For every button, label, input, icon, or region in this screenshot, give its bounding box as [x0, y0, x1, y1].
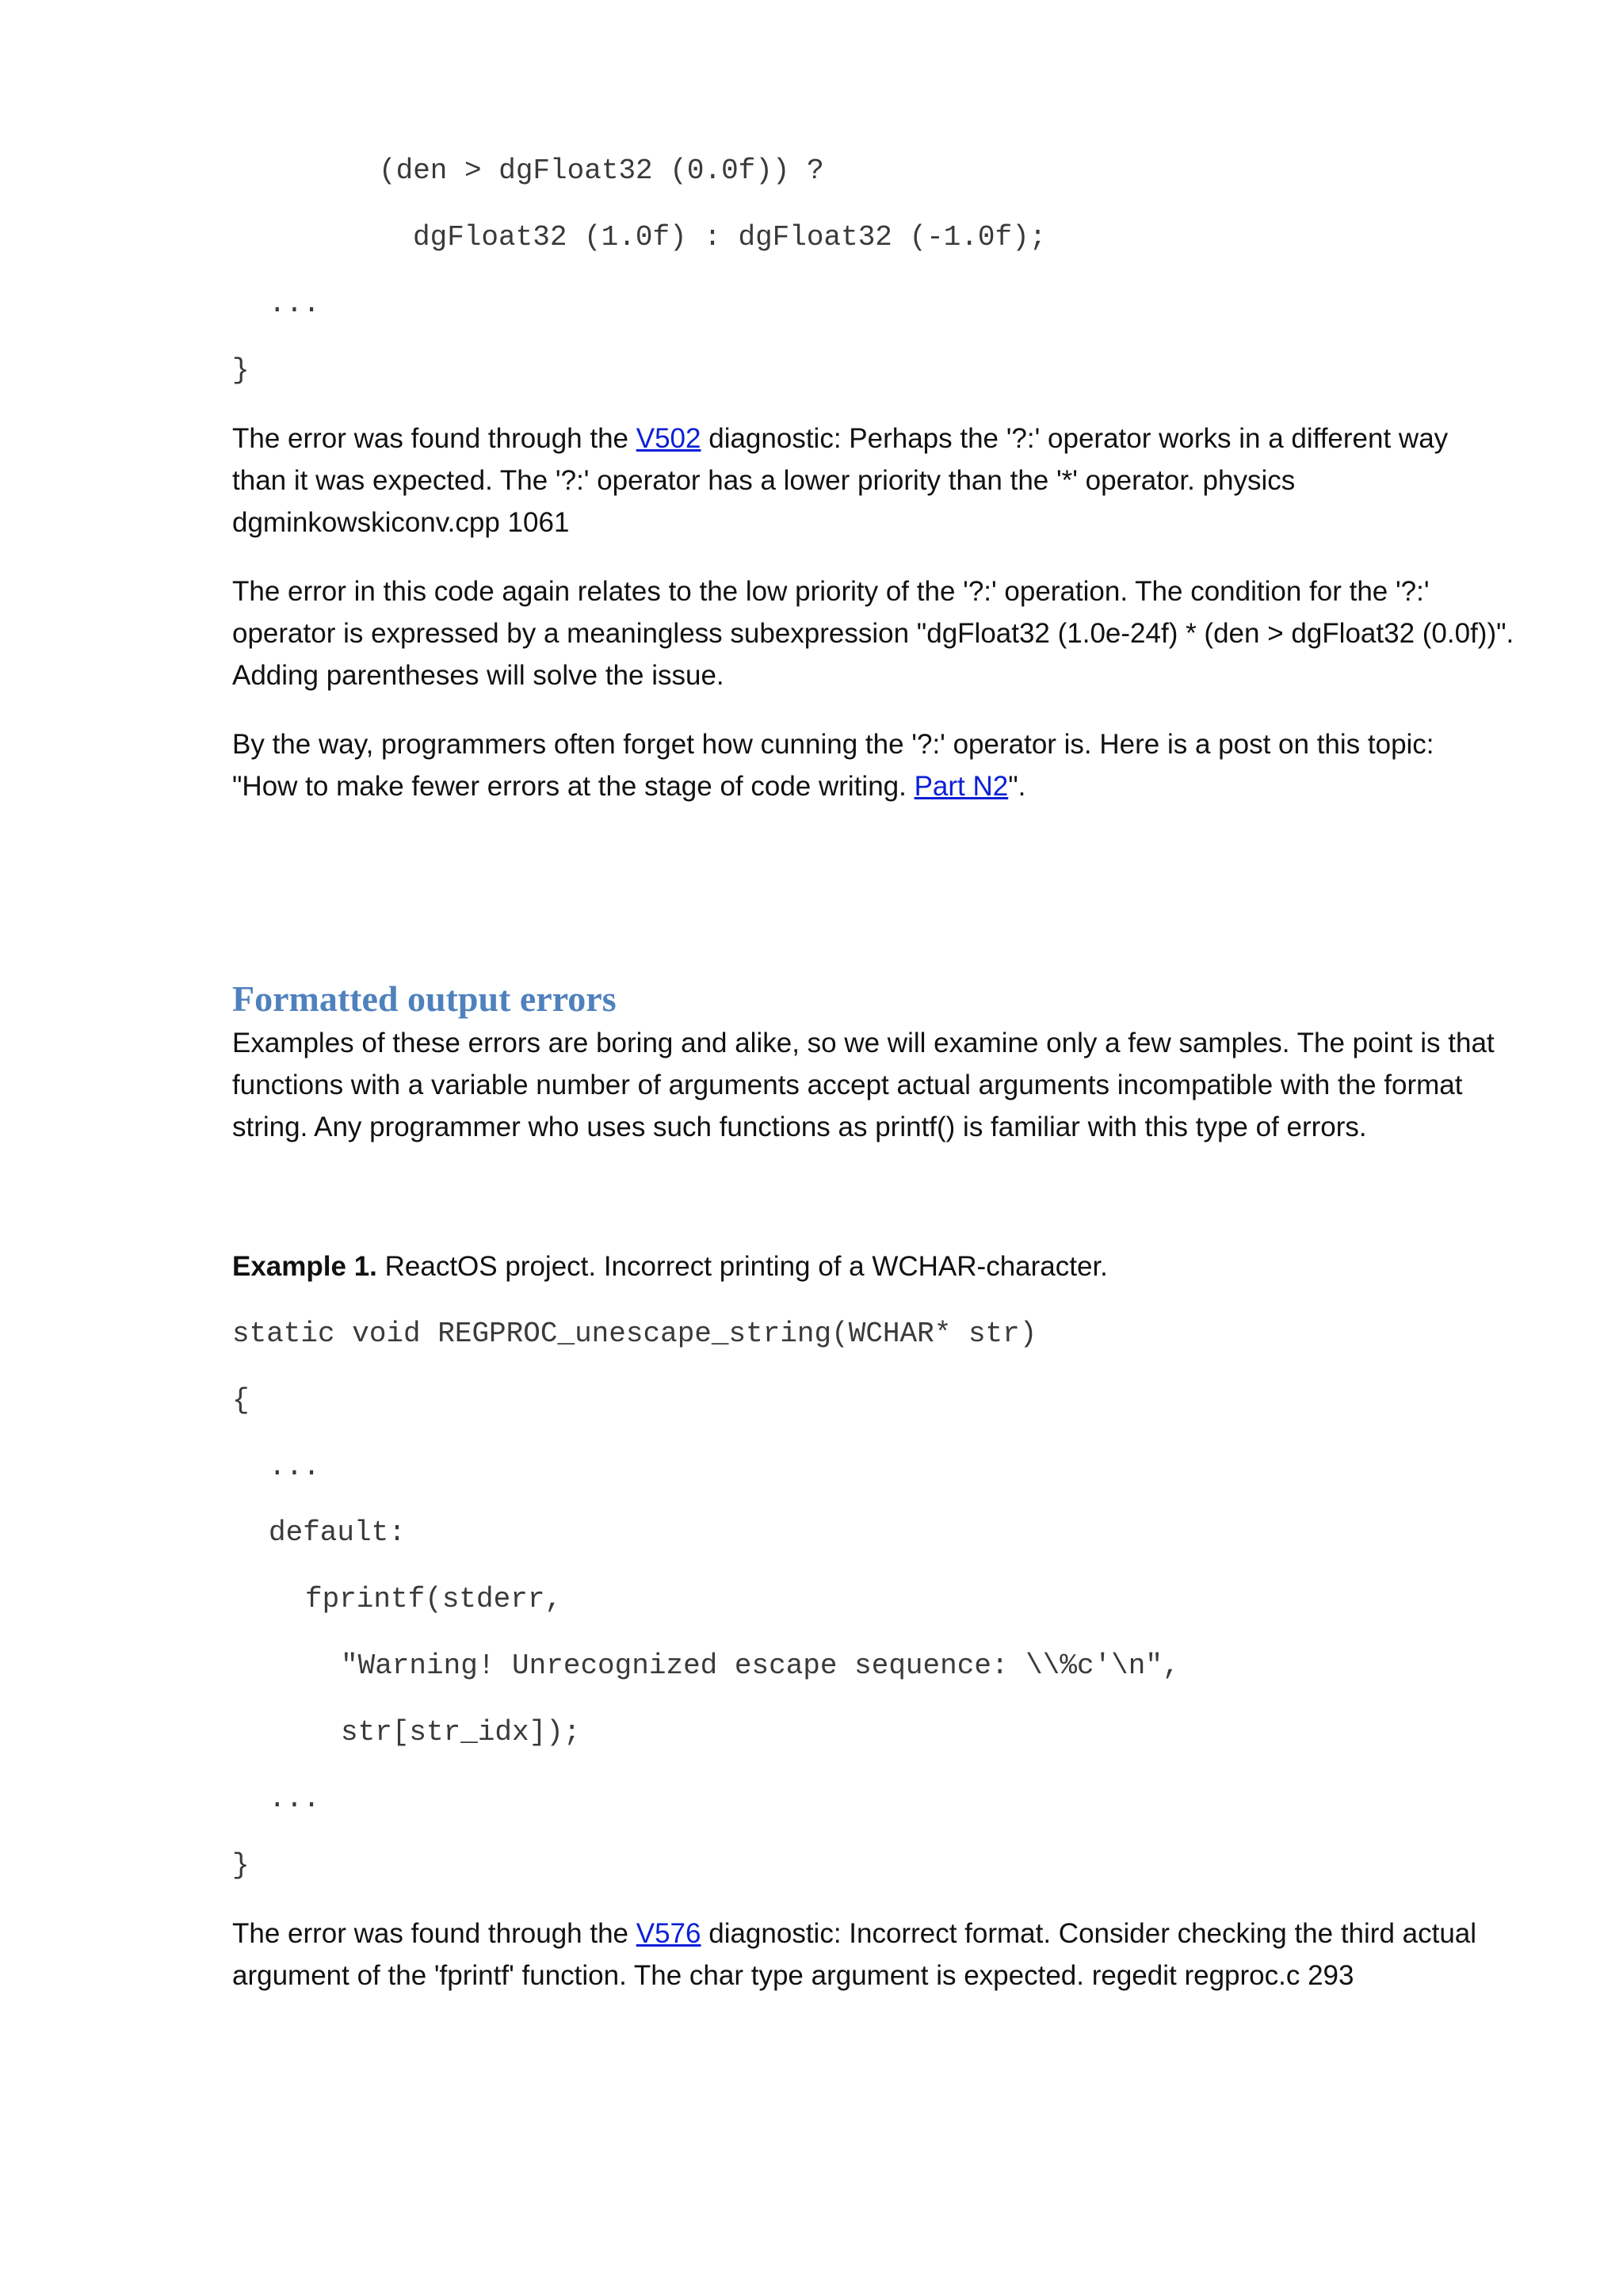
v502-link[interactable]: V502: [636, 423, 701, 454]
paragraph-intro: [232, 1022, 1508, 1148]
v576-link[interactable]: V576: [636, 1918, 701, 1949]
part-n2-link[interactable]: Part N2: [914, 771, 1009, 802]
paragraph-line: dgminkowskiconv.cpp 1061: [232, 507, 570, 538]
code-line: str[str_idx]);: [341, 1716, 581, 1749]
code-line: "Warning! Unrecognized escape sequence: \\%c'\n",: [341, 1650, 1180, 1682]
code-line: static void REGPROC_unescape_string(WCHAR* str): [232, 1318, 1037, 1350]
paragraph-v502: [232, 418, 1508, 543]
text-run: The error was found through the: [232, 423, 636, 454]
example-text: ReactOS project. Incorrect printing of a WCHAR-character.: [376, 1251, 1108, 1282]
text-run: diagnostic: Perhaps the '?:' operator works in a different way: [701, 423, 1449, 454]
paragraph-line: Adding parentheses will solve the issue.: [232, 660, 724, 691]
text-run: The error was found through the: [232, 1918, 636, 1949]
paragraph-explanation: [232, 570, 1514, 696]
example-caption: [232, 1245, 1508, 1287]
paragraph-line: Examples of these errors are boring and alike, so we will examine only a few samples. The point is that: [232, 1028, 1495, 1058]
code-line: (den > dgFloat32 (0.0f)) ?: [379, 154, 824, 187]
code-line: }: [232, 1849, 250, 1882]
paragraph-v576: [232, 1913, 1508, 1997]
section-heading: Formatted output errors: [232, 978, 617, 1019]
code-line: ...: [269, 1451, 320, 1483]
text-run: "How to make fewer errors at the stage of code writing.: [232, 771, 915, 802]
code-line: {: [232, 1384, 250, 1417]
code-line: fprintf(stderr,: [305, 1583, 563, 1615]
paragraph-line: functions with a variable number of arguments accept actual arguments incompatible with the format: [232, 1070, 1463, 1100]
paragraph-line: than it was expected. The '?:' operator has a lower priority than the '*' operator. physics: [232, 465, 1296, 496]
code-line: default:: [269, 1516, 406, 1549]
paragraph-line: [232, 1245, 1508, 1287]
paragraph-by-the-way: [232, 723, 1508, 807]
paragraph-line: operator is expressed by a meaningless subexpression "dgFloat32 (1.0e-24f) * (den > dgFloat32 (0.0f))".: [232, 618, 1514, 649]
code-line: }: [232, 354, 250, 387]
paragraph-line: By the way, programmers often forget how cunning the '?:' operator is. Here is a post on this topic:: [232, 729, 1434, 760]
paragraph-line: argument of the 'fprintf' function. The char type argument is expected. regedit regproc.c 293: [232, 1960, 1354, 1991]
code-line: ...: [269, 1783, 320, 1815]
paragraph-line: [232, 1913, 1508, 1955]
example-label: Example 1.: [232, 1251, 377, 1282]
paragraph-line: string. Any programmer who uses such functions as printf() is familiar with this type of errors.: [232, 1112, 1367, 1142]
paragraph-line: [232, 418, 1508, 460]
paragraph-line: [232, 765, 1508, 807]
text-run: diagnostic: Incorrect format. Consider checking the third actual: [701, 1918, 1477, 1949]
text-run: ".: [1008, 771, 1026, 802]
code-line: ...: [269, 288, 320, 320]
paragraph-line: The error in this code again relates to the low priority of the '?:' operation. The condition for the '?:': [232, 576, 1430, 607]
code-line: dgFloat32 (1.0f) : dgFloat32 (-1.0f);: [413, 221, 1047, 254]
